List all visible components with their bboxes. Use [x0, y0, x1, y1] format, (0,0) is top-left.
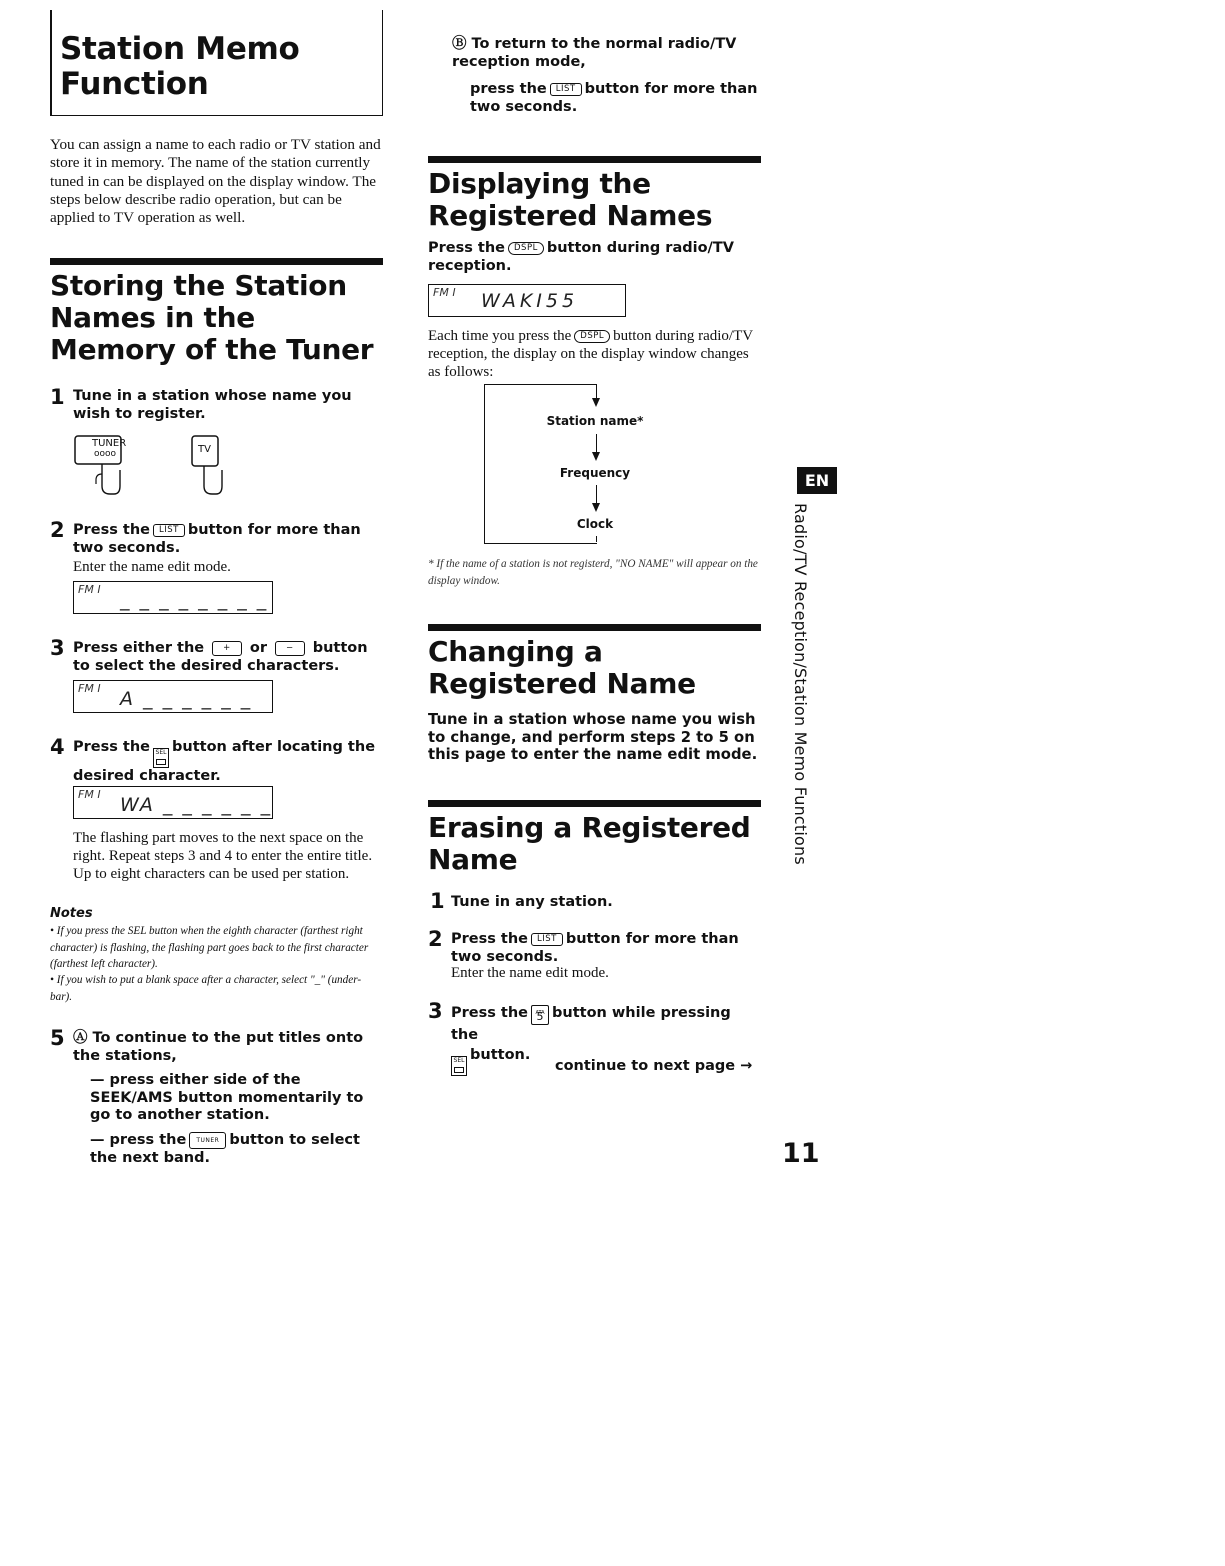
step-text: [73, 522, 383, 557]
minus-key-icon: −: [275, 641, 305, 656]
step-text-a: Press either the: [73, 640, 205, 656]
step-number: 3: [428, 999, 443, 1023]
step-text: [73, 739, 383, 786]
step5-option-a: Ⓐ To continue to the put titles onto the stations,: [73, 1030, 364, 1064]
step-text: [451, 931, 761, 966]
list-key-icon: LIST: [531, 933, 563, 946]
tuner-sub-label: oooo: [94, 449, 117, 459]
tv-label: TV: [198, 444, 211, 455]
side-section-title: [780, 503, 820, 865]
dash-text-b: button to select the next band.: [90, 1132, 360, 1166]
intro-paragraph: You can assign a name to each radio or TV station and store it in memory. The name of the station currently tuned in can be displayed on the display window. The steps below describe radio operation, but can be applied to TV operation as well.: [50, 136, 381, 227]
lcd-chars: WA _ _ _ _ _ _: [120, 794, 273, 816]
step-number: 5: [50, 1026, 65, 1050]
dspl-key-icon: DSPL: [508, 242, 544, 255]
lcd-chars: _ _ _ _ _ _ _ _: [120, 589, 269, 611]
tuner-button-illustration: [74, 434, 127, 496]
arrow-down-icon: [592, 398, 600, 407]
flow-line: [596, 485, 597, 503]
section-rule: [50, 258, 383, 265]
flow-item-frequency: Frequency: [559, 466, 631, 480]
lcd-chars: WAKI55: [481, 290, 579, 312]
option-b-text: [470, 81, 760, 116]
continue-next-page: continue to next page →: [555, 1058, 753, 1074]
step-text-a: Press the: [451, 931, 529, 947]
step5-dash-item: — press either side of the SEEK/AMS button momentarily to go to another station.: [90, 1072, 364, 1123]
step-number: 1: [430, 889, 445, 913]
storing-heading: Storing the Station Names in the Memory of the Tuner: [50, 269, 374, 366]
flow-item-station-name: Station name*: [546, 414, 644, 428]
arrow-down-icon: [592, 503, 600, 512]
step-text: [73, 640, 383, 675]
section-rule: [428, 800, 761, 807]
dspl-key-icon: DSPL: [574, 330, 610, 343]
language-badge: EN: [797, 467, 837, 494]
page-number: 11: [782, 1138, 820, 1169]
tv-button-illustration: [190, 434, 230, 496]
step-text-a: Press the: [73, 522, 151, 538]
step-text-b: button for more than two seconds.: [73, 522, 361, 556]
arrow-down-icon: [592, 452, 600, 461]
each-time-b: button during radio/TV reception, the display on the display window changes as follows:: [428, 328, 753, 380]
display-instr-b: button during radio/TV reception.: [428, 240, 734, 274]
lcd-display: [73, 786, 273, 819]
step-text-b: button while pressing the: [451, 1005, 731, 1043]
step-text-a: Press the: [73, 739, 151, 755]
step-text-c: button.: [470, 1047, 531, 1063]
lcd-display: [73, 581, 273, 614]
note-item: • If you press the SEL button when the eighth character (farthest right character) is flashing, the flashing part goes back to the first character (farthest left character).: [50, 925, 369, 970]
dash-text-a: — press the: [90, 1132, 187, 1148]
title-box: [50, 10, 383, 116]
section-rule: [428, 624, 761, 631]
list-key-icon: LIST: [153, 524, 185, 537]
lcd-band: FM I: [78, 583, 101, 596]
lcd-band: FM I: [78, 788, 101, 801]
step-subtext: Enter the name edit mode.: [451, 965, 609, 981]
ata-5-key-icon: ATA 5: [531, 1005, 549, 1025]
displaying-heading: Displaying the Registered Names: [428, 167, 713, 232]
step-text: Tune in any station.: [451, 894, 613, 910]
step-number: 2: [428, 927, 443, 951]
erasing-heading: Erasing a Registered Name: [428, 811, 751, 876]
step5-dash-item: [90, 1132, 382, 1167]
flashing-explanation: The flashing part moves to the next space on the right. Repeat steps 3 and 4 to enter the entire title. Up to eight characters can be used per station.: [73, 830, 373, 882]
step-text-b: button for more than two seconds.: [451, 931, 739, 965]
lcd-display: [73, 680, 273, 713]
step-text-mid: or: [249, 640, 267, 656]
page-title: Station Memo Function: [60, 31, 300, 102]
sel-key-icon: SEL: [153, 748, 169, 768]
flow-line: [596, 434, 597, 452]
notes-heading: Notes: [50, 906, 93, 921]
step-number: 3: [50, 636, 65, 660]
tuner-label: TUNER: [92, 438, 127, 449]
lcd-band: FM I: [78, 682, 101, 695]
each-time-paragraph: [428, 327, 763, 381]
list-key-icon: LIST: [550, 83, 582, 96]
each-time-a: Each time you press the: [428, 328, 572, 344]
step-text: Tune in a station whose name you wish to register.: [73, 388, 352, 422]
note-item: • If you wish to put a blank space after a character, select "_" (under-bar).: [50, 974, 362, 1003]
side-section-text: Radio/TV Reception/Station Memo Functions: [791, 503, 810, 865]
tuner-key-icon: TUNER: [189, 1132, 226, 1149]
step-number: 2: [50, 518, 65, 542]
b-text-a: press the: [470, 81, 547, 97]
step-number: 4: [50, 735, 65, 759]
step-subtext: Enter the name edit mode.: [73, 559, 231, 575]
displaying-instruction: [428, 240, 763, 275]
option-b-title: Ⓑ To return to the normal radio/TV reception mode,: [452, 36, 737, 70]
changing-instruction: Tune in a station whose name you wish to change, and perform steps 2 to 5 on this page to enter the name edit mode.: [428, 711, 758, 763]
step-text-b: button to select the desired characters.: [73, 640, 368, 674]
lcd-display: [428, 284, 626, 317]
step-text-a: Press the: [451, 1005, 529, 1021]
lcd-chars: A _ _ _ _ _ _: [120, 688, 253, 710]
section-rule: [428, 156, 761, 163]
flow-line: [596, 536, 597, 542]
step-text-b: button after locating the desired character.: [73, 739, 376, 784]
lcd-band: FM I: [433, 286, 456, 299]
step-number: 1: [50, 385, 65, 409]
sel-key-icon: SEL: [451, 1056, 467, 1076]
changing-heading: Changing a Registered Name: [428, 635, 696, 700]
display-instr-a: Press the: [428, 240, 506, 256]
b-text-b: button for more than two seconds.: [470, 81, 758, 115]
flow-line: [596, 384, 597, 398]
plus-key-icon: +: [212, 641, 242, 656]
flow-footnote: * If the name of a station is not registerd, "NO NAME" will appear on the display window.: [428, 558, 758, 587]
flow-item-clock: Clock: [576, 517, 614, 531]
